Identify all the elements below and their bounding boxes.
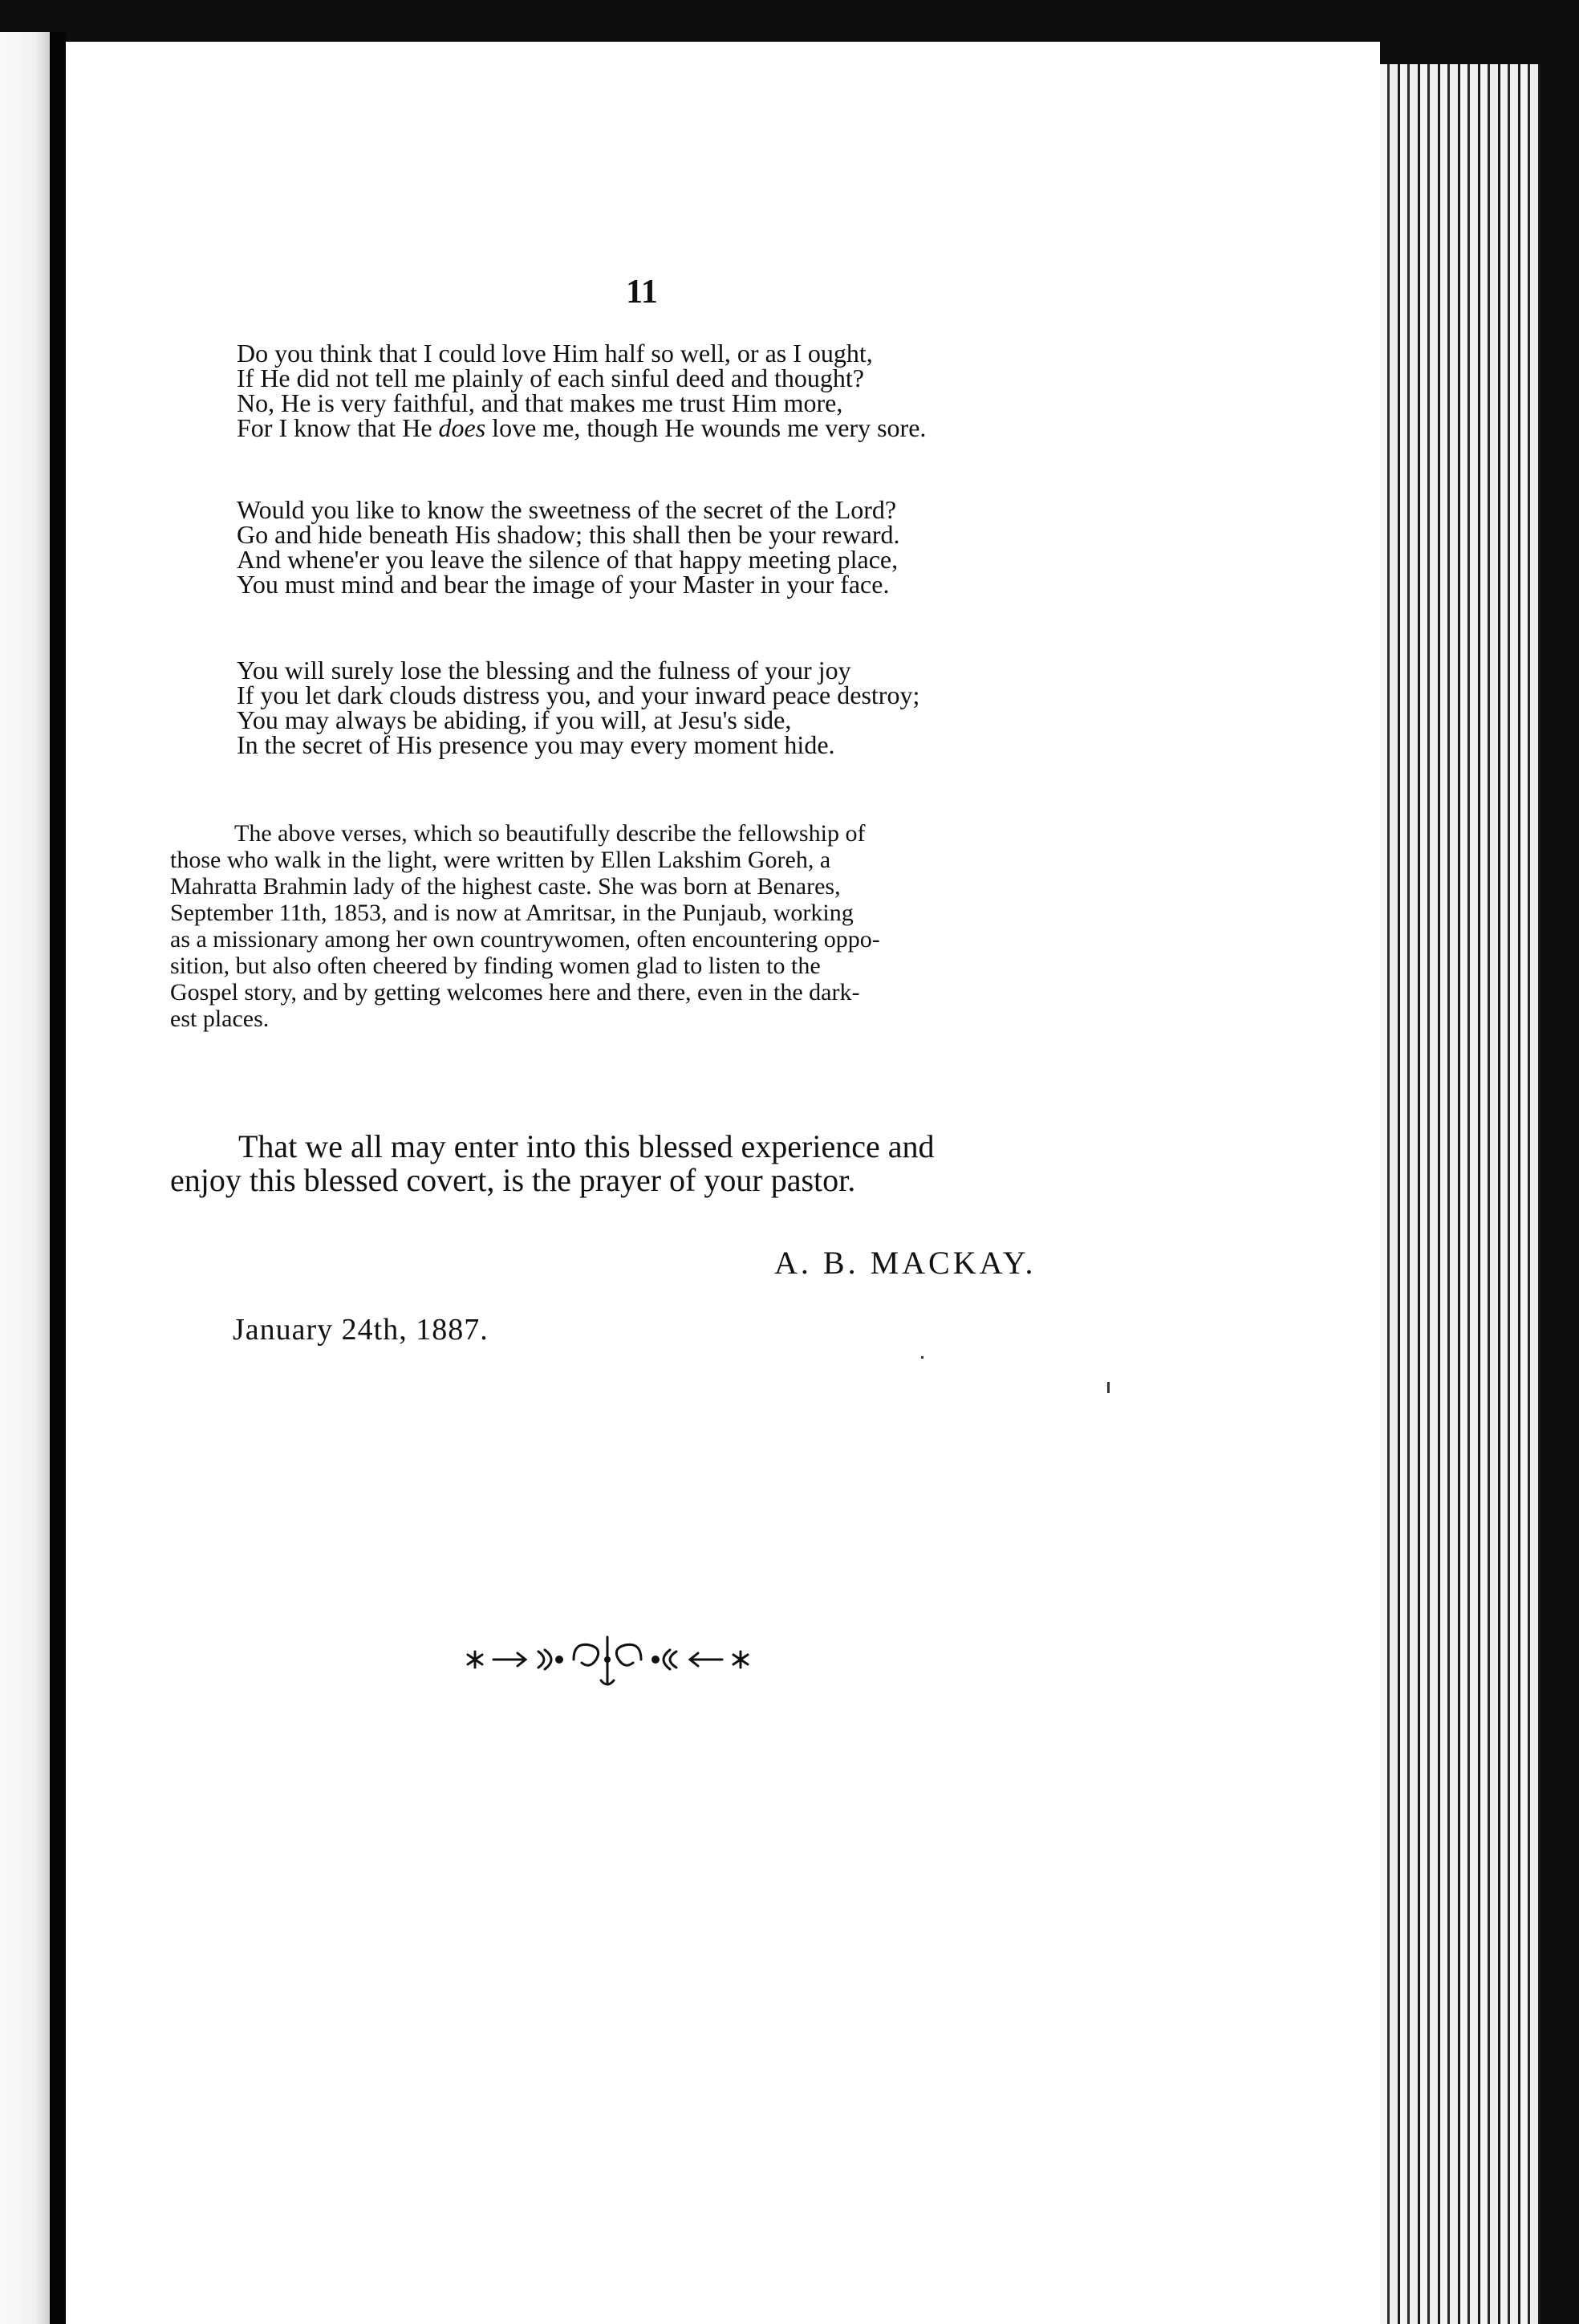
- prayer-line: enjoy this blessed covert, is the prayer of your pastor.: [170, 1162, 856, 1198]
- poem-line: Do you think that I could love Him half so well, or as I ought,: [237, 339, 873, 368]
- page-stack-edges: [1380, 64, 1540, 2324]
- paragraph-line: Gospel story, and by getting welcomes here and there, even in the dark-: [170, 979, 860, 1006]
- paragraph-line: The above verses, which so beautifully describe the fellowship of: [234, 820, 866, 847]
- paragraph-line: est places.: [170, 1006, 270, 1032]
- book-gutter: [50, 32, 66, 2324]
- poem-stanza-1: [237, 341, 1103, 441]
- poem-stanza-3: [237, 658, 1103, 758]
- page-number: 11: [626, 274, 658, 311]
- letter-date: January 24th, 1887.: [233, 1313, 489, 1347]
- poem-line: And whene'er you leave the silence of that happy meeting place,: [237, 545, 899, 574]
- scan-speck: [1107, 1382, 1110, 1393]
- poem-line-end: love me, though He wounds me very sore.: [485, 413, 927, 442]
- poem-line: You may always be abiding, if you will, at Jesu's side,: [237, 705, 792, 734]
- facing-page-edge: [0, 32, 50, 2324]
- paragraph-line: as a missionary among her own countrywomen, often encountering oppo-: [170, 926, 880, 953]
- poem-line-start: For I know that He: [237, 413, 439, 442]
- emphasized-word: does: [438, 413, 486, 442]
- poem-line: Would you like to know the sweetness of the secret of the Lord?: [237, 495, 897, 524]
- paragraph-line: Mahratta Brahmin lady of the highest caste. She was born at Benares,: [170, 873, 841, 900]
- paragraph-line: sition, but also often cheered by finding women glad to listen to the: [170, 953, 821, 979]
- author-signature: A. B. MACKAY.: [774, 1245, 1037, 1281]
- scan-speck: [921, 1356, 923, 1359]
- paragraph-line: September 11th, 1853, and is now at Amritsar, in the Punjaub, working: [170, 900, 854, 926]
- biographical-paragraph: [170, 820, 1091, 1032]
- poem-line: If He did not tell me plainly of each sinful deed and thought?: [237, 364, 864, 392]
- paragraph-line: those who walk in the light, were written by Ellen Lakshim Goreh, a: [170, 847, 831, 873]
- poem-line: If you let dark clouds distress you, and your inward peace destroy;: [237, 681, 920, 709]
- poem-stanza-2: [237, 495, 1103, 599]
- closing-prayer: [170, 1130, 1109, 1197]
- decorative-flourish-icon: [461, 1627, 754, 1692]
- poem-line: No, He is very faithful, and that makes me trust Him more,: [237, 388, 843, 417]
- poem-line: You must mind and bear the image of your Master in your face.: [237, 570, 890, 599]
- poem-line: Go and hide beneath His shadow; this shall then be your reward.: [237, 520, 900, 549]
- prayer-line: That we all may enter into this blessed experience and: [238, 1128, 935, 1164]
- poem-line: You will surely lose the blessing and the fulness of your joy: [237, 656, 851, 685]
- poem-line-with-emphasis: [237, 413, 1103, 442]
- poem-line: In the secret of His presence you may every moment hide.: [237, 730, 835, 759]
